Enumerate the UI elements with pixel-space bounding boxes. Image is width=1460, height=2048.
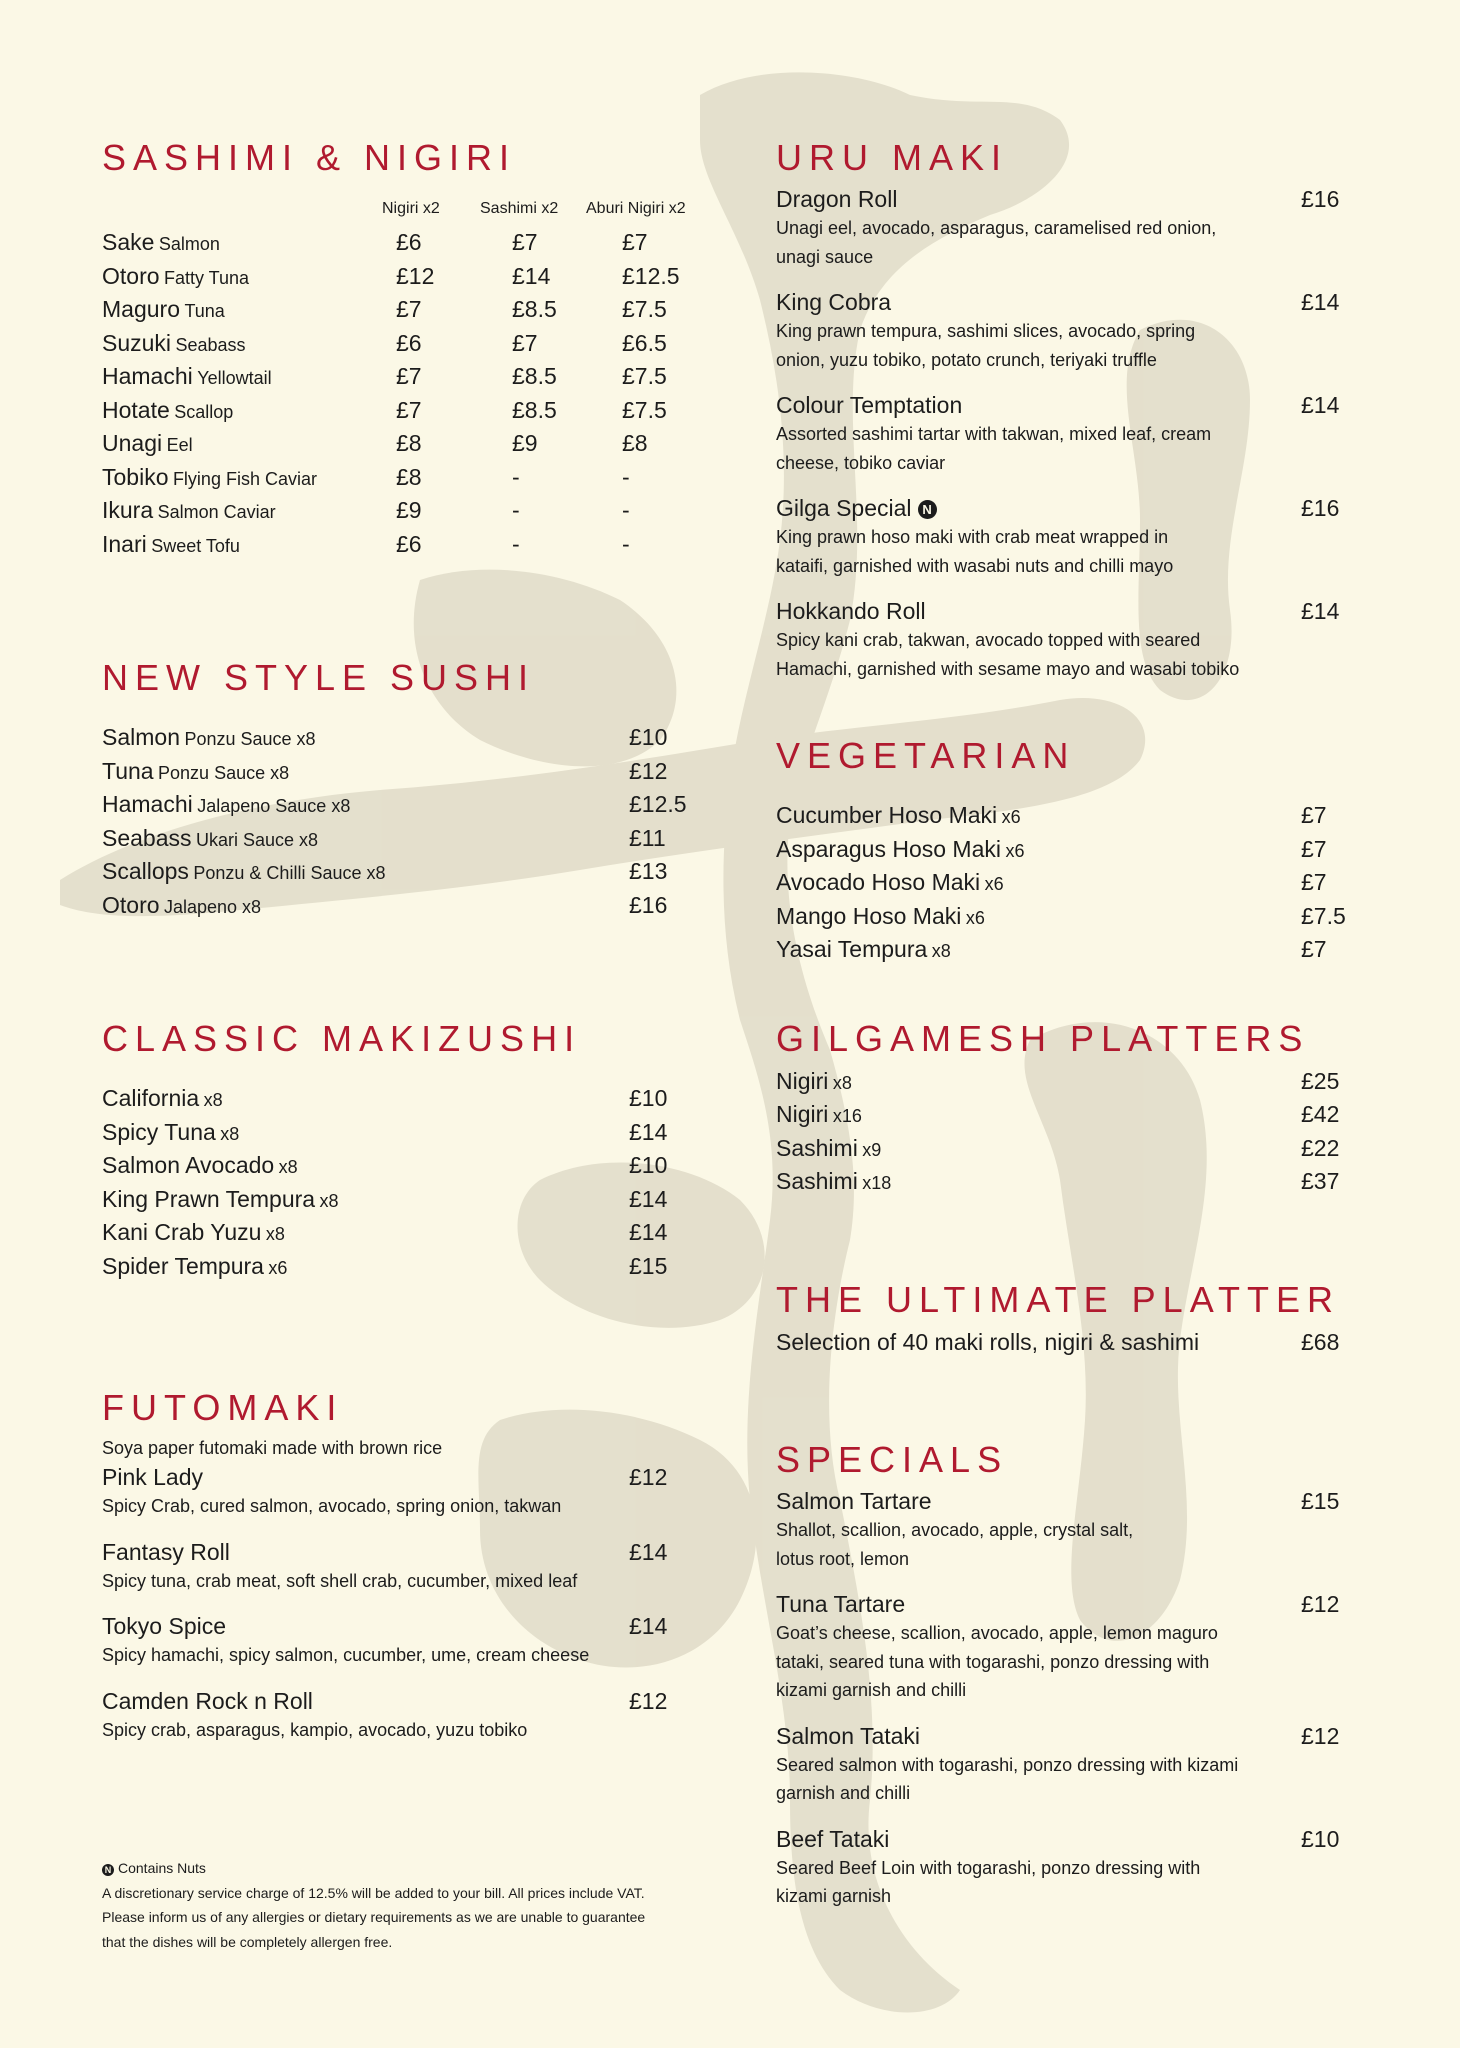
menu-item (776, 493, 1376, 580)
item-price: £7.5 (622, 396, 667, 423)
item-price: £10 (629, 724, 668, 750)
item-name: Camden Rock n Roll (102, 1687, 313, 1714)
item-name: Tuna (102, 757, 154, 784)
item-description: Jalapeno x8 (163, 896, 262, 917)
item-description: x8 (265, 1224, 285, 1244)
item-name: Kani Crab Yuzu (102, 1219, 262, 1245)
item-price: £37 (1301, 1168, 1340, 1194)
item-price: £12 (629, 757, 668, 784)
item-title-line (776, 390, 1376, 420)
item-price: £25 (1301, 1067, 1340, 1094)
item-name: Inari (102, 530, 147, 557)
item-name: Sake (102, 229, 155, 255)
item-price: £14 (629, 1613, 668, 1639)
service-charge-note: A discretionary service charge of 12.5% will be added to your bill. All prices include VAT. (102, 1884, 645, 1901)
item-title-line (776, 1721, 1376, 1751)
menu-row (102, 494, 722, 528)
item-name: Hamachi (102, 791, 193, 817)
menu-row (102, 721, 722, 755)
item-name: Cucumber Hoso Maki (776, 802, 998, 828)
item-description: Fatty Tuna (163, 267, 250, 288)
allergy-note: Please inform us of any allergies or dietary requirements as we are unable to guarantee (102, 1909, 646, 1925)
item-name: Suzuki (102, 329, 172, 356)
item-description: Seared salmon with togarashi, ponzo dressing with kizami (776, 1754, 1239, 1775)
column-header: Aburi Nigiri x2 (586, 200, 686, 217)
item-price: £7 (396, 396, 422, 423)
item-price: £12 (1301, 1722, 1340, 1749)
uru-maki-list (776, 184, 1376, 683)
item-name: Tobiko (102, 463, 169, 490)
item-price: - (622, 497, 630, 523)
item-price: £6 (396, 530, 422, 557)
specials-list (776, 1486, 1376, 1911)
nuts-legend (102, 1856, 722, 1881)
item-price: £22 (1301, 1134, 1340, 1161)
menu-row (102, 260, 722, 294)
item-description: x8 (832, 1072, 852, 1093)
item-name: Nigiri (776, 1101, 829, 1127)
item-description: kizami garnish and chilli (776, 1680, 967, 1700)
section-heading: THE ULTIMATE PLATTER (776, 1278, 1341, 1320)
item-description: x6 (1005, 840, 1025, 861)
item-price: - (622, 463, 630, 490)
item-title-line (776, 596, 1376, 626)
section-heading: FUTOMAKI (102, 1387, 344, 1428)
item-description: Ponzu Sauce x8 (184, 729, 316, 749)
item-price: £14 (629, 1185, 668, 1212)
item-name: Unagi (102, 430, 163, 456)
left-column (102, 132, 722, 1760)
section-heading: NEW STYLE SUSHI (102, 657, 536, 698)
item-price: £7.5 (622, 363, 667, 389)
item-price: £9 (512, 430, 538, 456)
item-description: Eel (166, 435, 193, 455)
item-description: cheese, tobiko caviar (776, 452, 946, 473)
item-price: £12 (629, 1464, 668, 1490)
item-description: Sweet Tofu (151, 535, 240, 556)
menu-item (776, 287, 1376, 374)
item-name: Ikura (102, 497, 154, 523)
menu-row (102, 226, 722, 260)
menu-item (102, 1537, 722, 1596)
item-description: Yellowtail (197, 368, 272, 388)
item-description: Ponzu Sauce x8 (158, 762, 290, 783)
item-price: £8.5 (512, 363, 557, 389)
menu-row (102, 889, 722, 923)
item-price: £7.5 (622, 296, 667, 322)
item-price: £7 (512, 329, 538, 356)
item-description: Ukari Sauce x8 (195, 829, 319, 850)
item-description: Goat’s cheese, scallion, avocado, apple, lemon maguro (776, 1623, 1218, 1643)
item-name: Hamachi (102, 363, 193, 389)
item-price: £8.5 (512, 296, 557, 322)
item-price: £12.5 (629, 791, 687, 817)
section-ultimate-platter (776, 1274, 1376, 1360)
item-name: King Prawn Tempura (102, 1185, 316, 1212)
item-description: Seared Beef Loin with togarashi, ponzo dressing with (776, 1857, 1201, 1878)
right-column (776, 132, 1376, 1927)
menu-row (776, 933, 1376, 967)
item-description: x8 (319, 1190, 339, 1211)
item-name: Salmon (102, 724, 180, 750)
item-price: £16 (1301, 186, 1340, 212)
menu-row (102, 327, 722, 361)
menu-row (102, 788, 722, 822)
section-gilgamesh-platters (776, 1013, 1376, 1199)
vegetarian-list (776, 799, 1376, 967)
item-price: £15 (1301, 1488, 1340, 1514)
menu-row (102, 1183, 722, 1217)
item-name: Seabass (102, 824, 192, 851)
item-price: £7 (1301, 802, 1327, 828)
item-name: Scallops (102, 858, 189, 884)
contains-nuts-icon: N (918, 500, 937, 519)
item-price: £42 (1301, 1101, 1340, 1127)
item-name: Yasai Tempura (776, 936, 928, 962)
menu-row (102, 1082, 722, 1116)
menu-row (102, 1116, 722, 1150)
item-price: £14 (629, 1118, 668, 1145)
item-description: Scallop (174, 401, 234, 422)
item-name: Sashimi (776, 1168, 858, 1194)
item-price: £10 (1301, 1825, 1340, 1852)
item-price: £11 (629, 824, 666, 851)
item-name: Dragon Roll (776, 186, 898, 212)
item-title-line (776, 493, 1376, 523)
item-price: £14 (629, 1538, 668, 1565)
item-name: Tuna Tartare (776, 1591, 906, 1617)
item-name: Hokkando Roll (776, 598, 926, 624)
item-description: Spicy crab, asparagus, kampio, avocado, yuzu tobiko (102, 1719, 528, 1740)
item-price: £6 (396, 229, 422, 255)
item-price: £7.5 (1301, 902, 1346, 929)
menu-row (102, 855, 722, 889)
item-price: £15 (629, 1252, 668, 1279)
item-description: x8 (931, 941, 951, 961)
item-description: Salmon (158, 234, 220, 254)
item-description: lotus root, lemon (776, 1548, 910, 1569)
nuts-legend-label: Contains Nuts (118, 1860, 206, 1876)
menu-row (776, 1098, 1376, 1132)
item-price: - (622, 530, 630, 557)
item-description: x18 (862, 1173, 892, 1193)
menu-row (102, 461, 722, 495)
item-name: Spicy Tuna (102, 1118, 216, 1145)
item-price: £8 (396, 463, 422, 490)
section-specials (776, 1434, 1376, 1911)
item-price: £12 (396, 262, 435, 289)
item-description: Ponzu & Chilli Sauce x8 (193, 863, 386, 883)
section-sashimi-nigiri (102, 132, 722, 561)
item-price: £7 (622, 229, 648, 255)
footer-notes (102, 1856, 722, 1954)
item-description: x6 (268, 1257, 288, 1278)
item-name: Fantasy Roll (102, 1538, 230, 1565)
menu-item (102, 1462, 722, 1521)
item-title-line (776, 1824, 1376, 1854)
item-name: Pink Lady (102, 1464, 204, 1490)
item-description: Flying Fish Caviar (172, 468, 317, 489)
item-price: £8.5 (512, 396, 557, 423)
item-name: Beef Tataki (776, 1825, 890, 1852)
item-description: tataki, seared tuna with togarashi, ponzo dressing with (776, 1651, 1210, 1672)
menu-item (776, 1721, 1376, 1808)
item-title-line (776, 1486, 1376, 1516)
item-description: x8 (220, 1123, 240, 1144)
item-name: Nigiri (776, 1067, 829, 1094)
item-price: £68 (1301, 1328, 1340, 1355)
new-style-list (102, 721, 722, 922)
item-name: Spider Tempura (102, 1252, 264, 1279)
item-description: Seabass (175, 334, 246, 355)
item-price: £7 (1301, 869, 1327, 895)
section-futomaki (102, 1382, 722, 1744)
item-price: £14 (1301, 392, 1340, 418)
menu-row (776, 1132, 1376, 1166)
menu-item (102, 1611, 722, 1670)
section-heading: GILGAMESH PLATTERS (776, 1017, 1310, 1059)
item-description: Tuna (184, 301, 225, 321)
menu-row (102, 1149, 722, 1183)
menu-row (776, 799, 1376, 833)
item-description: onion, yuzu tobiko, potato crunch, teriyaki truffle (776, 349, 1157, 370)
item-name: Salmon Tataki (776, 1722, 921, 1749)
item-description: Assorted sashimi tartar with takwan, mixed leaf, cream (776, 424, 1212, 444)
item-price: - (512, 463, 520, 490)
menu-row (102, 293, 722, 327)
item-description: x8 (203, 1090, 223, 1110)
column-header: Sashimi x2 (480, 200, 559, 217)
menu-item (776, 1824, 1376, 1911)
item-price: - (512, 530, 520, 557)
item-price: £6.5 (622, 329, 667, 356)
menu-row (102, 1216, 722, 1250)
item-description: x9 (862, 1139, 882, 1160)
item-name: California (102, 1085, 200, 1111)
item-name: Otoro (102, 891, 160, 918)
item-title-line (776, 184, 1376, 214)
menu-item (776, 184, 1376, 271)
item-name: Maguro (102, 296, 180, 322)
item-name: Selection of 40 maki rolls, nigiri & sashimi (776, 1328, 1200, 1355)
item-name: Colour Temptation (776, 392, 963, 418)
item-description: x6 (1001, 807, 1021, 827)
item-price: £8 (396, 430, 422, 456)
item-description: x16 (832, 1106, 862, 1126)
item-price: £16 (1301, 495, 1340, 521)
item-price: £14 (1301, 289, 1340, 315)
section-vegetarian (776, 730, 1376, 967)
menu-item (102, 1686, 722, 1745)
menu-row (102, 427, 722, 461)
item-name: Sashimi (776, 1134, 858, 1161)
item-price: £14 (1301, 598, 1340, 624)
item-name: Salmon Avocado (102, 1152, 275, 1178)
item-description: Spicy tuna, crab meat, soft shell crab, cucumber, mixed leaf (102, 1570, 578, 1591)
item-price: £8 (622, 430, 648, 456)
item-price: £12 (1301, 1591, 1340, 1617)
item-description: kizami garnish (776, 1886, 892, 1906)
menu-row (776, 1065, 1376, 1099)
menu-row (776, 900, 1376, 934)
item-description: kataifi, garnished with wasabi nuts and chilli mayo (776, 555, 1174, 576)
menu-item (776, 390, 1376, 477)
menu-item (776, 596, 1376, 683)
item-name: Otoro (102, 262, 160, 289)
item-description: Spicy Crab, cured salmon, avocado, spring onion, takwan (102, 1496, 562, 1516)
item-price: £16 (629, 891, 668, 918)
menu-row (776, 1165, 1376, 1199)
item-price: - (512, 497, 520, 523)
section-heading: SASHIMI & NIGIRI (102, 137, 517, 178)
item-description: Jalapeno Sauce x8 (197, 796, 351, 816)
section-note: Soya paper futomaki made with brown rice (102, 1438, 443, 1458)
futomaki-list (102, 1462, 722, 1744)
sashimi-nigiri-list (102, 226, 722, 561)
item-price: £10 (629, 1152, 668, 1178)
item-price: £12 (629, 1687, 668, 1714)
menu-row (102, 755, 722, 789)
menu-item (776, 1486, 1376, 1573)
menu-row (102, 1250, 722, 1284)
item-description: Unagi eel, avocado, asparagus, caramelised red onion, (776, 218, 1217, 238)
menu-row (776, 866, 1376, 900)
item-price: £7 (396, 296, 422, 322)
menu-row (776, 1326, 1376, 1360)
item-name: Salmon Tartare (776, 1488, 932, 1514)
item-name: Gilga Special (776, 495, 912, 521)
item-description: Spicy hamachi, spicy salmon, cucumber, ume, cream cheese (102, 1645, 590, 1665)
item-description: garnish and chilli (776, 1783, 911, 1803)
item-description: Hamachi, garnished with sesame mayo and wasabi tobiko (776, 658, 1240, 679)
item-title-line (776, 1589, 1376, 1619)
item-name: Mango Hoso Maki (776, 902, 962, 929)
item-name: Hotate (102, 396, 170, 423)
section-heading: CLASSIC MAKIZUSHI (102, 1018, 582, 1059)
item-description: x8 (278, 1157, 298, 1177)
item-price: £7 (1301, 835, 1327, 862)
item-description: King prawn hoso maki with crab meat wrapped in (776, 527, 1169, 547)
item-description: Shallot, scallion, avocado, apple, crystal salt, (776, 1520, 1134, 1540)
item-name: King Cobra (776, 289, 892, 315)
platters-list (776, 1065, 1376, 1199)
item-price: £9 (396, 497, 422, 523)
section-classic-makizushi (102, 1013, 722, 1283)
menu-row (776, 833, 1376, 867)
section-new-style-sushi (102, 652, 722, 922)
item-description: x6 (984, 874, 1004, 894)
menu-row (102, 360, 722, 394)
menu-row (102, 822, 722, 856)
item-price: £7 (1301, 936, 1327, 962)
item-price: £13 (629, 858, 668, 884)
classic-list (102, 1082, 722, 1283)
item-description: Spicy kani crab, takwan, avocado topped with seared (776, 630, 1201, 650)
item-description: King prawn tempura, sashimi slices, avocado, spring (776, 321, 1196, 341)
section-heading: VEGETARIAN (776, 735, 1076, 776)
menu-row (102, 528, 722, 562)
item-title-line (776, 287, 1376, 317)
item-price: £6 (396, 329, 422, 356)
item-name: Avocado Hoso Maki (776, 869, 981, 895)
menu-item (776, 1589, 1376, 1705)
section-heading: URU MAKI (776, 137, 1009, 178)
item-price: £14 (512, 262, 551, 289)
item-name: Tokyo Spice (102, 1613, 227, 1639)
item-description: x6 (965, 907, 985, 928)
item-price: £10 (629, 1085, 668, 1111)
allergy-note: that the dishes will be completely allergen free. (102, 1933, 393, 1950)
item-price: £12.5 (622, 262, 680, 289)
item-price: £14 (629, 1219, 668, 1245)
item-description: unagi sauce (776, 246, 874, 267)
price-column-headers (102, 194, 722, 226)
section-heading: SPECIALS (776, 1439, 1009, 1480)
item-name: Asparagus Hoso Maki (776, 835, 1001, 862)
contains-nuts-icon: N (102, 1864, 114, 1876)
section-uru-maki (776, 132, 1376, 683)
column-header: Nigiri x2 (382, 200, 440, 217)
item-description: Salmon Caviar (157, 502, 276, 522)
item-price: £7 (512, 229, 538, 255)
item-price: £7 (396, 363, 422, 389)
menu-row (102, 394, 722, 428)
